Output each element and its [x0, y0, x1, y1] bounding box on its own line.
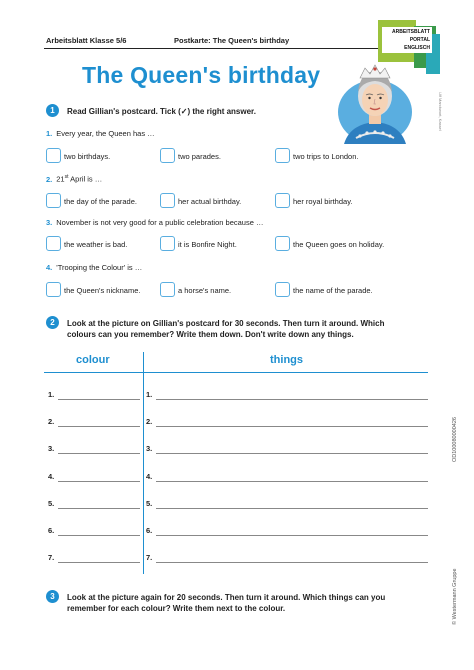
queen-illustration [330, 54, 420, 144]
question-1: 1. Every year, the Queen has … [46, 129, 155, 138]
colour-answer-line[interactable] [58, 535, 140, 536]
colour-answer-line[interactable] [58, 562, 140, 563]
task-3-instruction: Look at the picture again for 20 seconds. Then turn it around. Which things can you remember for each colour? Write them next to the colour. [67, 593, 386, 613]
things-row-number: 7. [146, 553, 153, 563]
things-row-number: 3. [146, 444, 153, 454]
things-row-number: 2. [146, 417, 153, 427]
colour-row-number: 4. [48, 471, 55, 481]
question-4: 4. 'Trooping the Colour' is … [46, 263, 143, 272]
things-answer-line[interactable] [156, 399, 428, 400]
document-code: OD100080000426 [452, 417, 458, 462]
checkbox[interactable] [275, 236, 290, 251]
colour-row-number: 2. [48, 417, 55, 427]
colour-row-number: 1. [48, 390, 55, 399]
colour-answer-line[interactable] [58, 481, 140, 482]
things-row-number: 1. [146, 390, 153, 399]
colour-row-number: 3. [48, 444, 55, 454]
worksheet-topic-label: Postkarte: The Queen's birthday [174, 36, 290, 45]
column-header-things: things [270, 354, 303, 366]
task-2-instruction: Look at the picture on Gillian's postcard for 30 seconds. Then turn it around. Which colours can you remember? Write them down. Don't write down any things. [67, 319, 385, 339]
things-row-number: 6. [146, 526, 153, 535]
checkbox[interactable] [275, 282, 290, 297]
question-2: 2. 21st April is … [46, 174, 103, 184]
things-row-number: 4. [146, 471, 153, 481]
worksheet-header [46, 36, 376, 48]
things-answer-line[interactable] [156, 453, 428, 454]
header-divider [44, 48, 426, 49]
checkbox[interactable] [275, 148, 290, 163]
colour-answer-line[interactable] [58, 453, 140, 454]
things-answer-line[interactable] [156, 535, 428, 536]
things-answer-line[interactable] [156, 562, 428, 563]
colour-row-number: 5. [48, 498, 55, 508]
checkbox[interactable] [46, 193, 61, 208]
checkbox[interactable] [46, 148, 61, 163]
colour-row-number: 6. [48, 526, 55, 535]
table-header-divider [44, 372, 428, 373]
copyright-notice: © Westermann Gruppe [452, 568, 458, 625]
colour-answer-line[interactable] [58, 426, 140, 427]
colour-row-number: 7. [48, 553, 55, 563]
checkbox[interactable] [160, 193, 175, 208]
column-header-colour: colour [76, 354, 110, 366]
question-3: 3. November is not very good for a public celebration because … [46, 218, 264, 227]
colour-answer-line[interactable] [58, 508, 140, 509]
checkbox[interactable] [46, 282, 61, 297]
things-answer-line[interactable] [156, 481, 428, 482]
colour-answer-line[interactable] [58, 399, 140, 400]
worksheet-class-label: Arbeitsblatt Klasse 5/6 [46, 36, 127, 45]
checkbox[interactable] [160, 148, 175, 163]
checkbox[interactable] [160, 282, 175, 297]
task-3-badge: 3 [46, 590, 59, 603]
illustration-credit: Ulf Marckwort, Kassel [438, 92, 443, 131]
checkbox[interactable] [160, 236, 175, 251]
checkbox[interactable] [275, 193, 290, 208]
task-1-instruction: Read Gillian's postcard. Tick (✓) the right answer. [67, 107, 256, 116]
checkbox[interactable] [46, 236, 61, 251]
task-1-badge: 1 [46, 104, 59, 117]
page-title: The Queen's birthday [82, 62, 321, 88]
things-row-number: 5. [146, 498, 153, 508]
task-2-badge: 2 [46, 316, 59, 329]
things-answer-line[interactable] [156, 426, 428, 427]
table-column-divider [143, 352, 144, 574]
things-answer-line[interactable] [156, 508, 428, 509]
arbeitsblatt-portal-logo: ARBEITSBLATT PORTAL ENGLISCH [378, 20, 440, 66]
